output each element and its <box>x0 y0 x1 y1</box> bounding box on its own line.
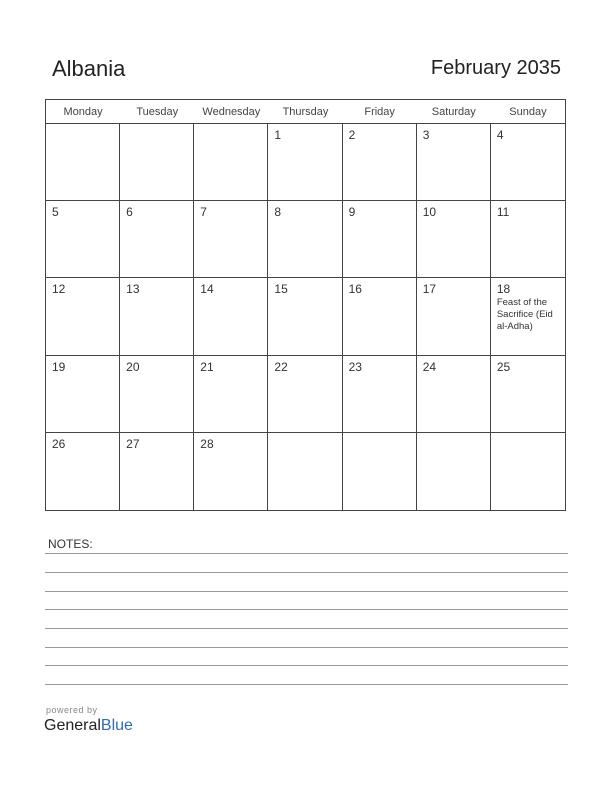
weekday-header: Wednesday <box>194 100 268 124</box>
day-number: 1 <box>274 128 282 142</box>
note-line <box>45 665 568 666</box>
day-cell <box>491 278 565 355</box>
day-number: 7 <box>200 205 207 220</box>
day-number: 21 <box>200 359 214 374</box>
country-title: Albania <box>52 56 126 81</box>
day-number: 19 <box>52 359 66 374</box>
day-cell <box>120 356 194 433</box>
day-cell <box>491 201 565 278</box>
day-cell <box>194 124 268 201</box>
day-number: 13 <box>126 282 140 297</box>
day-cell <box>417 124 491 201</box>
day-number: 25 <box>496 359 511 374</box>
day-cell <box>268 278 342 355</box>
brand-general-text: General <box>44 717 101 734</box>
day-cell <box>343 278 417 355</box>
day-cell <box>194 278 268 355</box>
day-number: 26 <box>52 436 66 451</box>
day-number: 12 <box>52 282 66 297</box>
day-cell <box>343 201 417 278</box>
day-cell <box>491 124 565 201</box>
day-cell <box>343 124 417 201</box>
weekday-header: Monday <box>46 100 120 124</box>
day-cell <box>46 356 120 433</box>
day-number: 18 <box>496 282 511 297</box>
day-cell <box>268 433 342 510</box>
day-number: 24 <box>422 359 437 374</box>
note-line <box>45 628 568 629</box>
calendar-grid <box>45 99 566 511</box>
day-cell <box>46 201 120 278</box>
day-cell <box>417 356 491 433</box>
day-cell <box>194 201 268 278</box>
day-cell <box>268 201 342 278</box>
day-number: 9 <box>348 205 356 220</box>
day-cell <box>417 201 491 278</box>
day-number: 6 <box>126 205 133 220</box>
notes-label: NOTES: <box>48 537 93 551</box>
day-cell <box>46 124 120 201</box>
weekday-header: Thursday <box>268 100 342 124</box>
day-number: 14 <box>200 282 214 297</box>
day-number: 28 <box>200 436 214 451</box>
day-number: 5 <box>52 205 59 220</box>
holiday-event: Feast of the Sacrifice (Eid al-Adha) <box>496 297 553 333</box>
weekday-header: Sunday <box>491 100 565 124</box>
generalblue-logo[interactable] <box>44 717 133 735</box>
day-cell <box>343 433 417 510</box>
day-cell <box>268 124 342 201</box>
day-number: 20 <box>126 359 140 374</box>
day-number: 10 <box>422 205 437 220</box>
weekday-header: Saturday <box>417 100 491 124</box>
day-cell <box>194 433 268 510</box>
day-cell <box>120 278 194 355</box>
powered-by-text: powered by <box>46 705 98 715</box>
day-number: 16 <box>348 282 362 297</box>
day-cell <box>194 356 268 433</box>
day-number: 2 <box>348 128 356 142</box>
day-cell <box>120 201 194 278</box>
day-cell <box>46 278 120 355</box>
month-year-title: February 2035 <box>430 57 561 79</box>
note-line <box>45 553 568 554</box>
note-line <box>45 684 568 685</box>
day-cell <box>46 433 120 510</box>
note-line <box>45 591 568 592</box>
day-number: 11 <box>496 205 510 220</box>
day-number: 3 <box>422 128 430 142</box>
day-cell <box>120 124 194 201</box>
note-line <box>45 609 568 610</box>
day-number: 27 <box>126 436 140 451</box>
day-cell <box>491 433 565 510</box>
day-number: 4 <box>496 128 504 142</box>
note-line <box>45 572 568 573</box>
note-line <box>45 647 568 648</box>
weekday-header: Friday <box>343 100 417 124</box>
day-number: 22 <box>274 359 288 374</box>
day-number: 8 <box>274 205 282 220</box>
day-number: 17 <box>422 282 437 297</box>
day-cell <box>268 356 342 433</box>
day-cell <box>417 433 491 510</box>
day-cell <box>491 356 565 433</box>
brand-blue-text: Blue <box>100 717 133 734</box>
day-cell <box>120 433 194 510</box>
weekday-header: Tuesday <box>120 100 194 124</box>
day-number: 23 <box>348 359 362 374</box>
day-number: 15 <box>274 282 288 297</box>
day-cell <box>343 356 417 433</box>
day-cell <box>417 278 491 355</box>
